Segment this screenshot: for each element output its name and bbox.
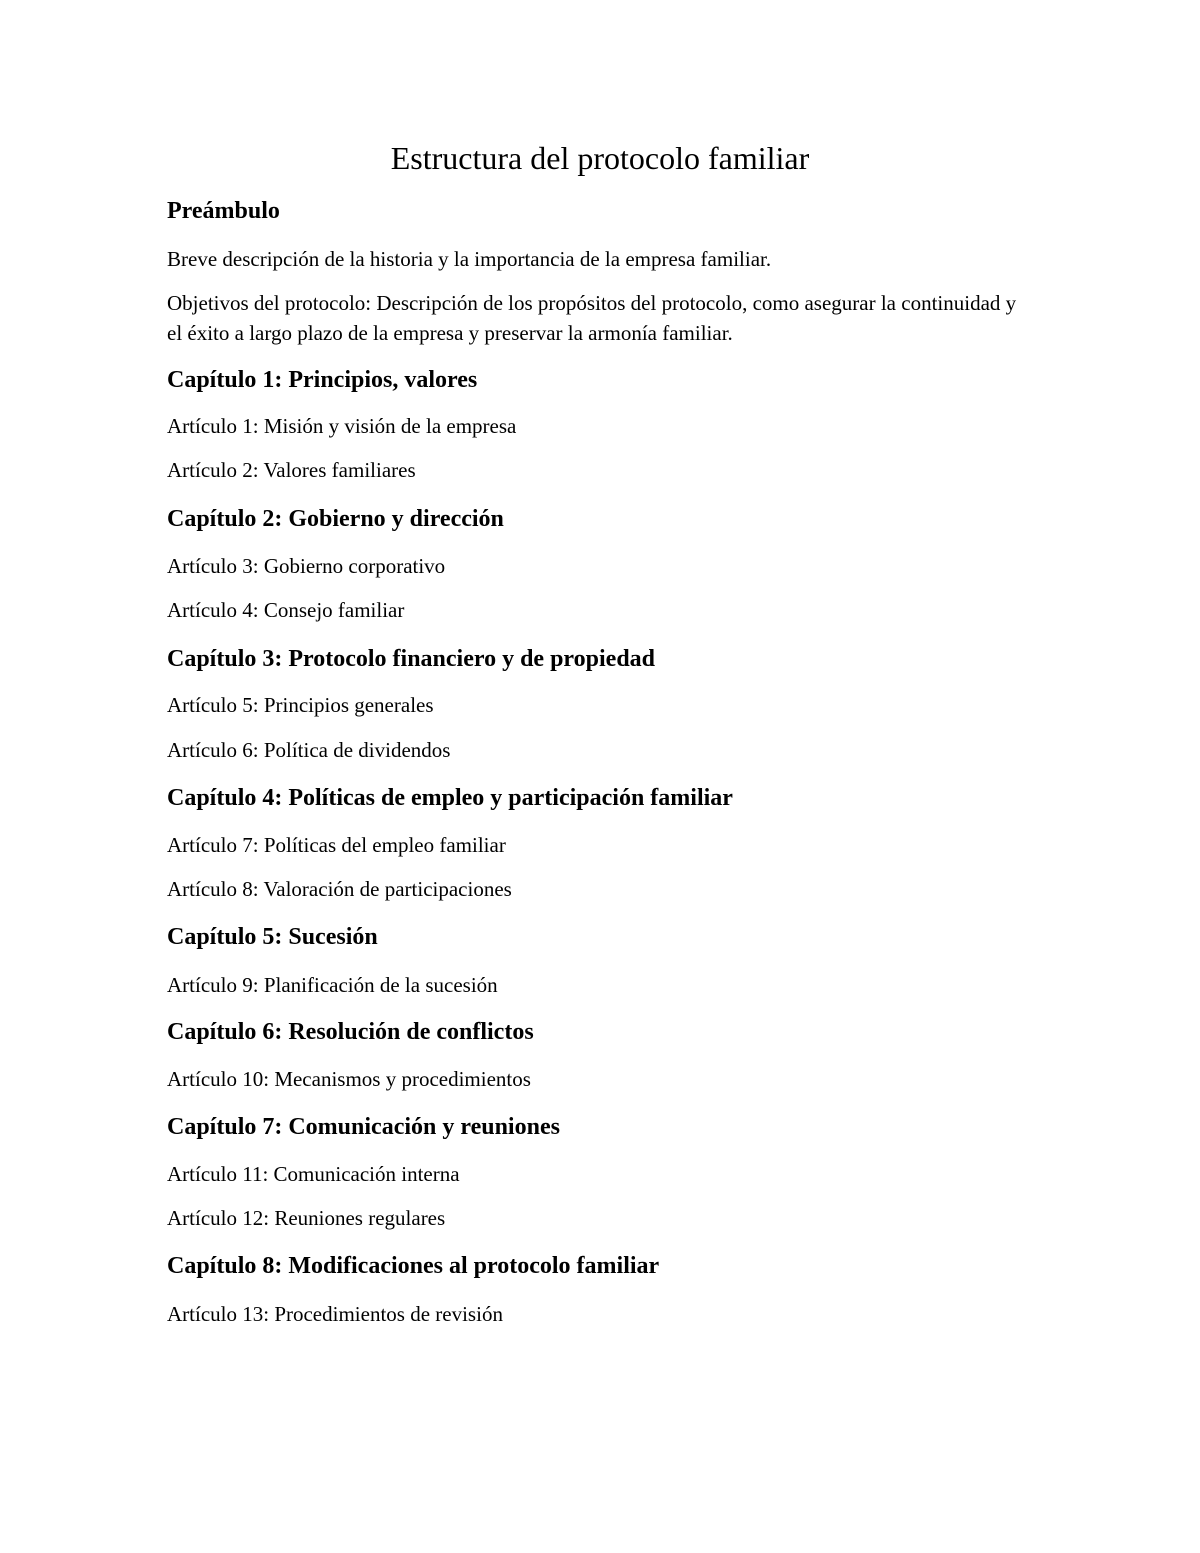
article-item: Artículo 2: Valores familiares <box>167 458 416 482</box>
chapter-heading: Capítulo 8: Modificaciones al protocolo familiar <box>167 1253 660 1279</box>
article-item: Artículo 5: Principios generales <box>167 693 434 717</box>
article-item: Artículo 13: Procedimientos de revisión <box>167 1302 503 1326</box>
article-item: Artículo 4: Consejo familiar <box>167 598 405 622</box>
article-item: Artículo 12: Reuniones regulares <box>167 1206 446 1230</box>
article-item: Artículo 10: Mecanismos y procedimientos <box>167 1067 531 1091</box>
chapter-heading: Capítulo 5: Sucesión <box>167 924 378 950</box>
chapter-heading: Capítulo 6: Resolución de conflictos <box>167 1019 534 1045</box>
preamble-paragraph: Objetivos del protocolo: Descripción de los propósitos del protocolo, como asegurar la continuidad y el éxito a largo plazo de la empresa y preservar la armonía familiar. <box>167 291 1017 345</box>
preamble-heading: Preámbulo <box>167 198 280 224</box>
chapter-heading: Capítulo 3: Protocolo financiero y de propiedad <box>167 646 656 672</box>
article-item: Artículo 6: Política de dividendos <box>167 738 451 762</box>
chapter-heading: Capítulo 4: Políticas de empleo y participación familiar <box>167 785 733 811</box>
chapter-heading: Capítulo 2: Gobierno y dirección <box>167 506 504 532</box>
article-item: Artículo 3: Gobierno corporativo <box>167 554 446 578</box>
chapter-heading: Capítulo 1: Principios, valores <box>167 367 478 393</box>
article-item: Artículo 1: Misión y visión de la empresa <box>167 414 517 438</box>
article-item: Artículo 11: Comunicación interna <box>167 1162 460 1186</box>
document-title: Estructura del protocolo familiar <box>390 140 810 176</box>
article-item: Artículo 7: Políticas del empleo familiar <box>167 833 506 857</box>
chapter-heading: Capítulo 7: Comunicación y reuniones <box>167 1114 560 1140</box>
article-item: Artículo 8: Valoración de participaciones <box>167 877 512 901</box>
article-item: Artículo 9: Planificación de la sucesión <box>167 973 498 997</box>
preamble-paragraph: Breve descripción de la historia y la importancia de la empresa familiar. <box>167 247 772 271</box>
